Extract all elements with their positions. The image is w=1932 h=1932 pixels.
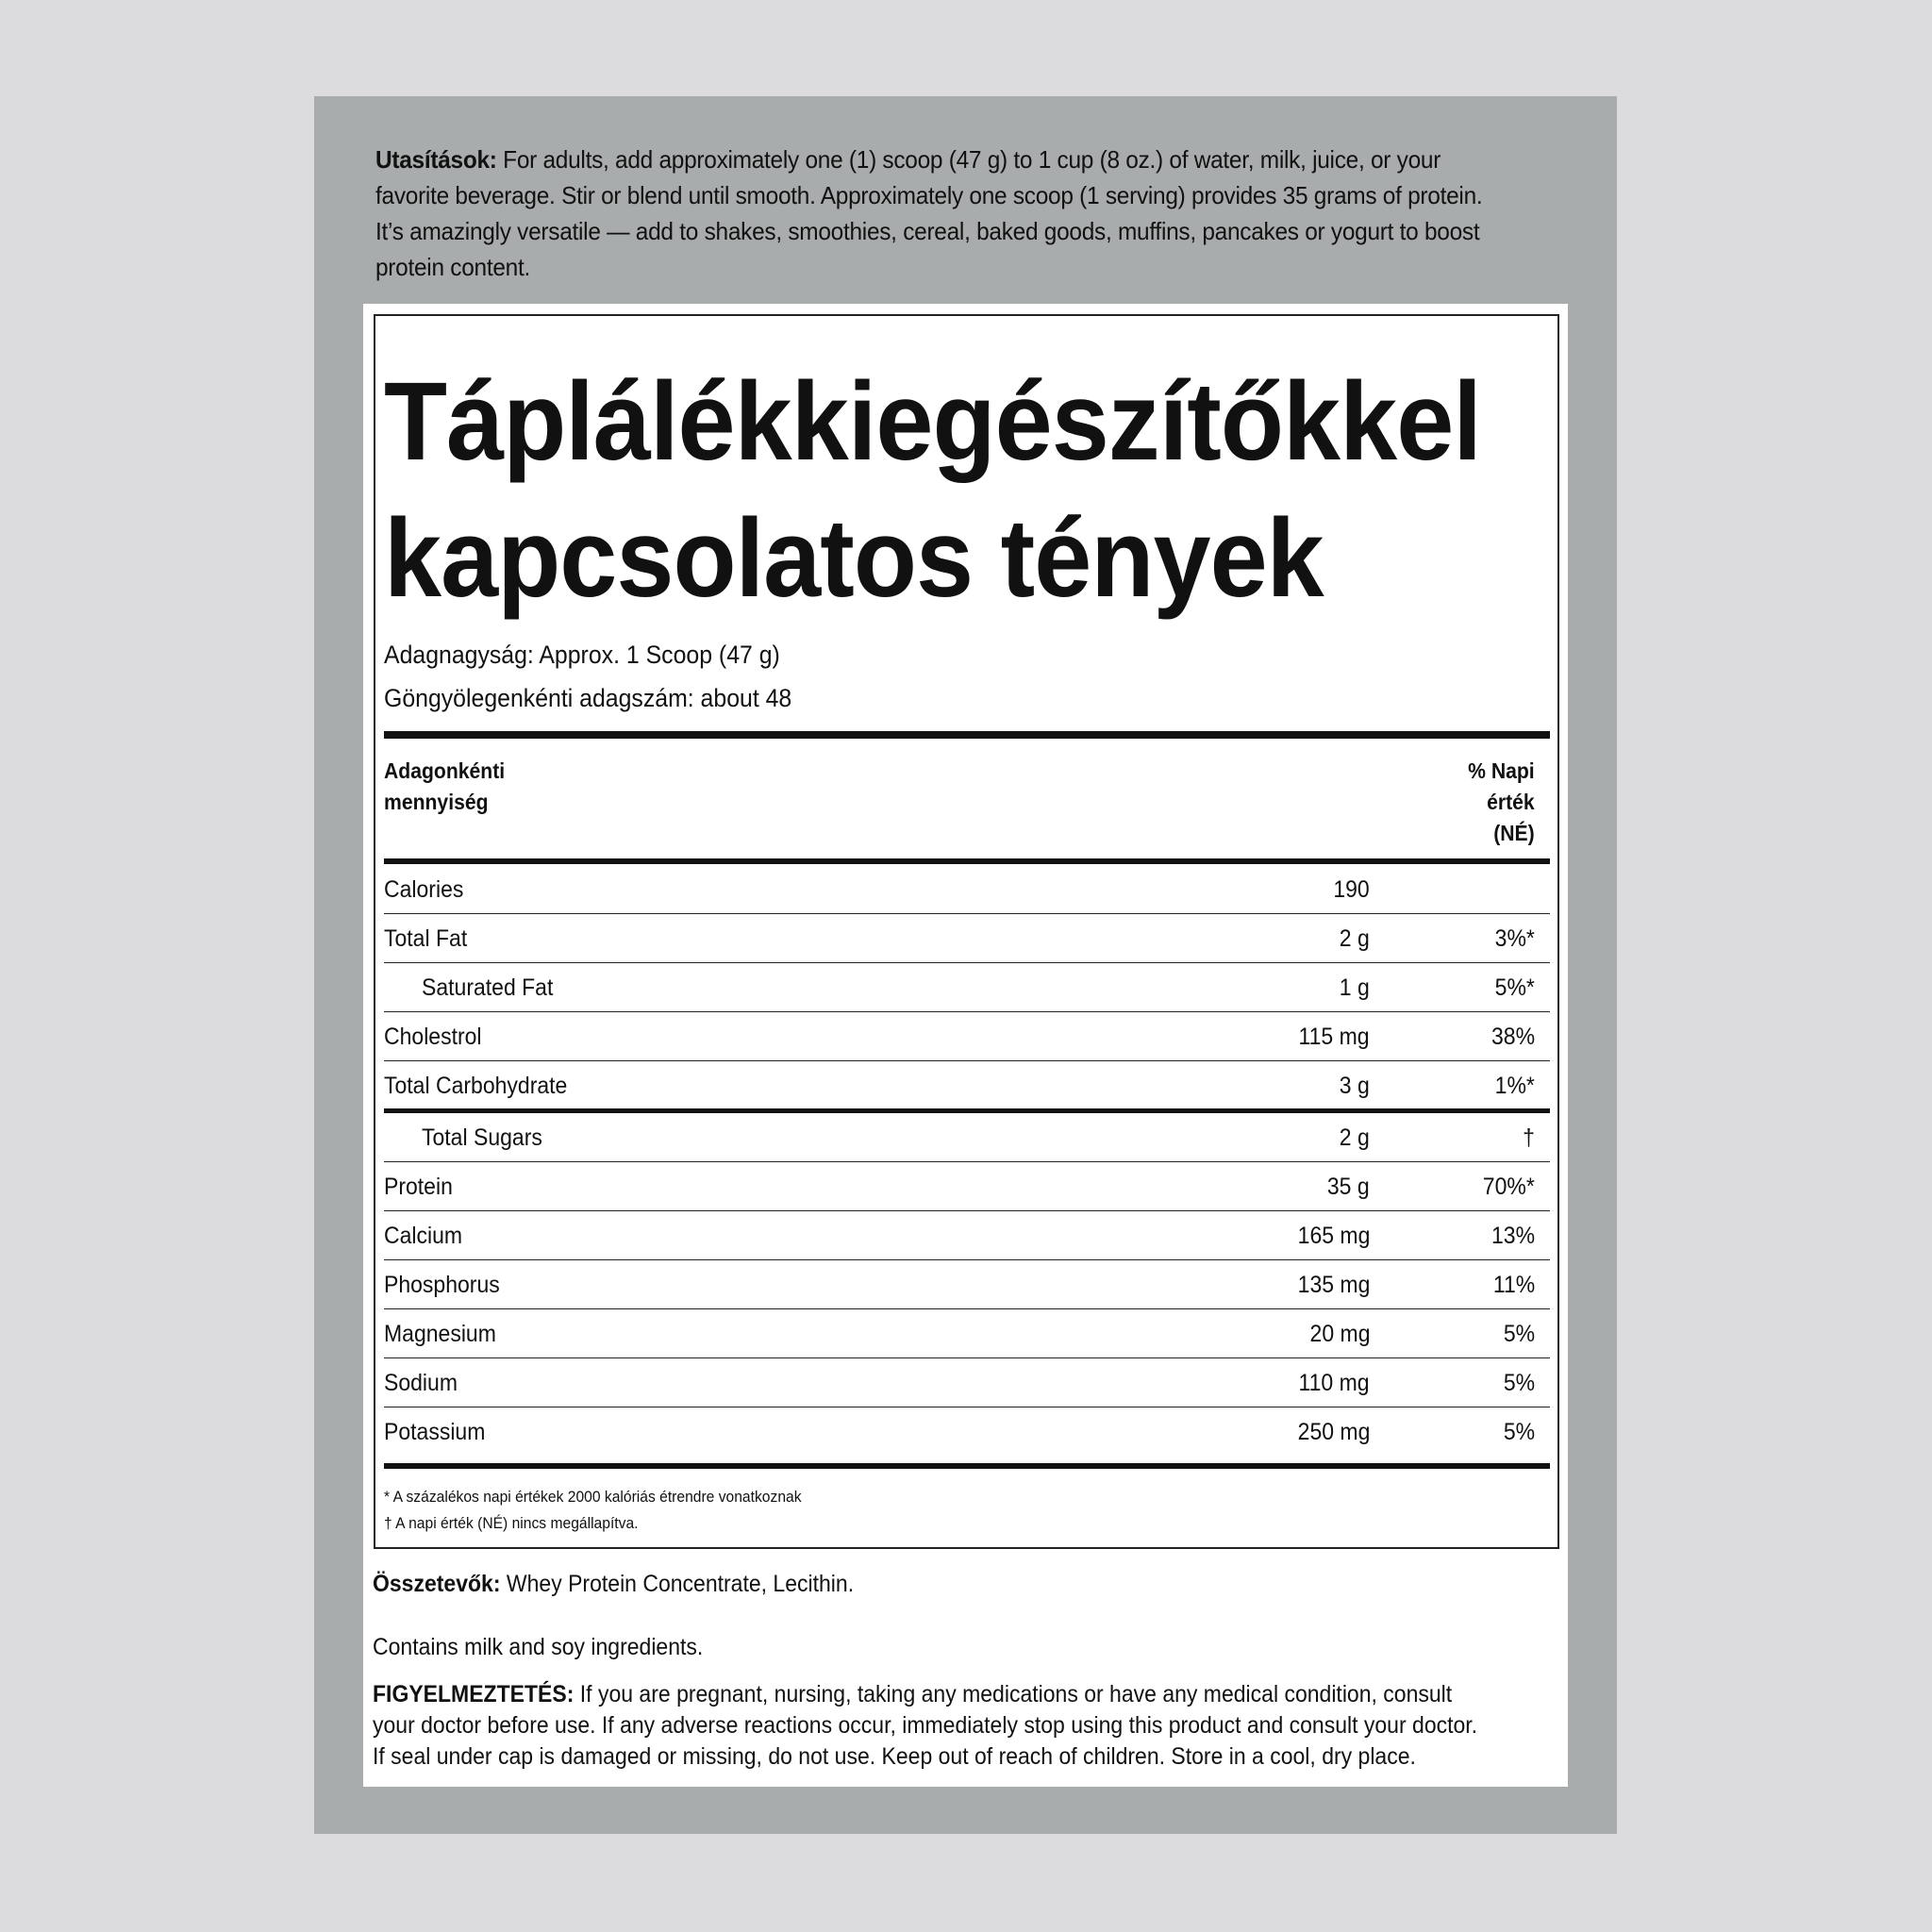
- warning-text: If you are pregnant, nursing, taking any medications or have any medical condition, consult your doctor before use. If any adverse reactions occur, immediately stop using this product and consult your doctor. If seal under cap is damaged or missing, do not use. Keep out of reach of children. Store in a cool, dry place.: [373, 1681, 1478, 1770]
- ingredients-label: Összetevők:: [373, 1571, 501, 1597]
- warning-label: FIGYELMEZTETÉS:: [373, 1681, 575, 1707]
- nutrient-dv: †: [1523, 1124, 1535, 1151]
- footnotes: [384, 1484, 802, 1537]
- nutrient-amount: 1 g: [1340, 974, 1370, 1001]
- nutrient-dv: 5%: [1503, 1419, 1535, 1445]
- nutrient-dv: 1%*: [1494, 1073, 1535, 1099]
- nutrient-amount: 2 g: [1340, 925, 1370, 952]
- directions-text: [375, 142, 1492, 285]
- table-row: [384, 1309, 1550, 1358]
- daily-value-header: [1468, 756, 1535, 849]
- nutrient-table: [384, 865, 1550, 1457]
- nutrient-name: Sodium: [384, 1370, 458, 1396]
- table-row: [384, 1162, 1550, 1211]
- nutrient-dv: 13%: [1491, 1223, 1535, 1249]
- table-row: [384, 1113, 1550, 1162]
- nutrient-dv: 3%*: [1494, 925, 1535, 952]
- thick-divider-header: [384, 858, 1550, 864]
- supplement-facts-box: [374, 314, 1559, 1549]
- nutrient-name: Calories: [384, 876, 464, 903]
- nutrient-amount: 20 mg: [1309, 1321, 1370, 1347]
- directions-label: Utasítások:: [375, 145, 497, 174]
- nutrient-name: Potassium: [384, 1419, 486, 1445]
- header-right-line1: % Napi: [1468, 758, 1535, 783]
- nutrient-name: Calcium: [384, 1223, 463, 1249]
- nutrient-amount: 165 mg: [1297, 1223, 1370, 1249]
- table-row: [384, 865, 1550, 914]
- nutrient-name: Total Fat: [384, 925, 468, 952]
- nutrient-dv: 5%: [1503, 1370, 1535, 1396]
- allergen-statement: Contains milk and soy ingredients.: [373, 1634, 704, 1660]
- table-row: [384, 1061, 1550, 1113]
- nutrient-name: Cholestrol: [384, 1024, 482, 1050]
- nutrient-dv: 11%: [1492, 1272, 1535, 1298]
- label-panel: [314, 96, 1617, 1834]
- table-row: [384, 1260, 1550, 1309]
- nutrient-amount: 190: [1333, 876, 1370, 903]
- label-card: [363, 304, 1568, 1787]
- ingredients-text: Whey Protein Concentrate, Lecithin.: [506, 1571, 855, 1597]
- nutrient-name: Total Sugars: [422, 1124, 542, 1151]
- footnote-not-established: † A napi érték (NÉ) nincs megállapítva.: [384, 1514, 639, 1532]
- header-left-line2: mennyiség: [384, 790, 489, 814]
- warning: [373, 1679, 1492, 1773]
- header-right-line3: (NÉ): [1493, 821, 1535, 845]
- thick-divider-bottom: [384, 1463, 1550, 1469]
- table-row: [384, 1012, 1550, 1061]
- nutrient-dv: 5%*: [1494, 974, 1535, 1001]
- table-row: [384, 1358, 1550, 1407]
- nutrient-amount: 110 mg: [1298, 1370, 1370, 1396]
- table-row: [384, 914, 1550, 963]
- ingredients: [373, 1571, 854, 1598]
- nutrient-amount: 115 mg: [1298, 1024, 1370, 1050]
- nutrient-name: Protein: [384, 1174, 453, 1200]
- nutrient-name: Total Carbohydrate: [384, 1073, 568, 1099]
- table-row: [384, 1407, 1550, 1457]
- nutrient-amount: 3 g: [1340, 1073, 1370, 1099]
- nutrient-amount: 135 mg: [1297, 1272, 1370, 1298]
- nutrient-dv: 5%: [1503, 1321, 1535, 1347]
- directions-body: For adults, add approximately one (1) scoop (47 g) to 1 cup (8 oz.) of water, milk, juice, or your favorite beverage. Stir or blend until smooth. Approximately one scoop (1 serving) provides 35 grams of protein. It’s amazingly versatile — add to shakes, smoothies, cereal, baked goods, muffins, pancakes or yogurt to boost protein content.: [375, 145, 1483, 281]
- header-left-line1: Adagonkénti: [384, 758, 506, 783]
- nutrient-dv: 38%: [1491, 1024, 1535, 1050]
- facts-title-line2: kapcsolatos tények: [384, 496, 1324, 621]
- header-right-line2: érték: [1487, 790, 1535, 814]
- thick-divider-top: [384, 731, 1550, 739]
- nutrient-dv: 70%*: [1483, 1174, 1535, 1200]
- amount-per-serving-header: [384, 756, 505, 818]
- nutrient-amount: 35 g: [1327, 1174, 1370, 1200]
- facts-title: [384, 354, 1481, 627]
- serving-size: Adagnagyság: Approx. 1 Scoop (47 g): [384, 641, 780, 669]
- nutrient-name: Saturated Fat: [422, 974, 554, 1001]
- facts-title-line1: Táplálékkiegészítőkkel: [384, 359, 1481, 484]
- nutrient-amount: 250 mg: [1297, 1419, 1370, 1445]
- table-row: [384, 963, 1550, 1012]
- footnote-daily-value: * A százalékos napi értékek 2000 kalóriás étrendre vonatkoznak: [384, 1488, 802, 1506]
- table-row: [384, 1211, 1550, 1260]
- servings-per-container: Göngyölegenkénti adagszám: about 48: [384, 684, 792, 712]
- nutrient-name: Magnesium: [384, 1321, 496, 1347]
- nutrient-name: Phosphorus: [384, 1272, 500, 1298]
- nutrient-amount: 2 g: [1340, 1124, 1370, 1151]
